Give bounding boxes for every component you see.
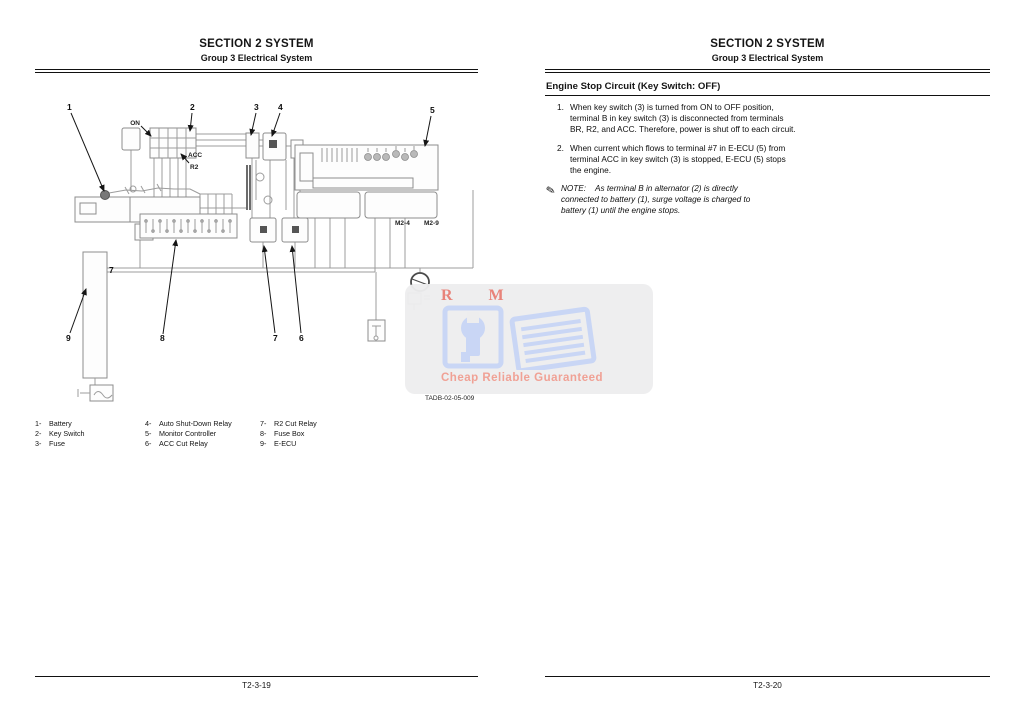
legend-item: 2- Key Switch bbox=[35, 429, 85, 438]
note-block bbox=[546, 184, 759, 216]
left-footer-rule bbox=[35, 676, 478, 677]
section-title: SECTION 2 SYSTEM bbox=[710, 38, 825, 50]
fuse-box-symbol bbox=[140, 214, 237, 238]
label-m2-4: M2-4 bbox=[395, 220, 410, 227]
callout-6: 6 bbox=[299, 333, 304, 343]
watermark bbox=[405, 284, 653, 394]
key-switch-symbol bbox=[122, 128, 196, 158]
callout-8: 8 bbox=[160, 333, 165, 343]
group-title: Group 3 Electrical System bbox=[711, 53, 824, 63]
legend-item: 8- Fuse Box bbox=[260, 429, 305, 438]
left-page-number: T2-3-19 bbox=[242, 681, 271, 690]
callout-1: 1 bbox=[67, 102, 72, 112]
step-item bbox=[557, 143, 797, 175]
label-terminal-7: 7 bbox=[109, 265, 114, 275]
callout-9: 9 bbox=[66, 333, 71, 343]
monitor-controller-symbol bbox=[295, 145, 438, 218]
right-page-header bbox=[545, 38, 990, 63]
group-title: Group 3 Electrical System bbox=[200, 53, 313, 63]
legend-item: 5- Monitor Controller bbox=[145, 429, 217, 438]
section-title: SECTION 2 SYSTEM bbox=[199, 38, 314, 50]
right-page-number: T2-3-20 bbox=[753, 681, 782, 690]
note-pencil-icon: ✎ bbox=[544, 184, 557, 198]
heading-rule bbox=[545, 95, 990, 96]
callout-5: 5 bbox=[430, 105, 435, 115]
wrench-book-logo-icon bbox=[433, 304, 613, 370]
topic-heading: Engine Stop Circuit (Key Switch: OFF) bbox=[546, 81, 721, 92]
label-r2: R2 bbox=[190, 164, 199, 171]
callout-3: 3 bbox=[254, 102, 259, 112]
label-acc: ACC bbox=[188, 152, 203, 159]
label-m2-9: M2-9 bbox=[424, 220, 439, 227]
step-number: 2. bbox=[557, 143, 564, 154]
legend-item: 1- Battery bbox=[35, 419, 72, 428]
sensor-symbol bbox=[368, 320, 385, 341]
note-label: NOTE: bbox=[561, 184, 587, 193]
figure-code: TADB-02-05-009 bbox=[425, 395, 475, 402]
left-page-header bbox=[35, 38, 478, 63]
note-text: As terminal B in alternator (2) is directly connected to battery (1), surge voltage is charged to battery (1) until the engine stops. bbox=[561, 184, 751, 215]
step-number: 1. bbox=[557, 102, 564, 112]
callout-4: 4 bbox=[278, 102, 283, 112]
step-text: When current which flows to terminal #7 in E-ECU (5) from terminal ACC in key switch (3) is stopped, E-ECU (5) stops the engine. bbox=[570, 143, 786, 175]
legend-column-1 bbox=[35, 419, 85, 449]
callout-7: 7 bbox=[273, 333, 278, 343]
fuse-symbol bbox=[246, 133, 259, 158]
e-ecu-symbol bbox=[78, 252, 113, 401]
legend-column-3 bbox=[260, 419, 317, 449]
r2-cut-relay-symbol bbox=[250, 218, 276, 242]
connector-bus bbox=[247, 165, 250, 210]
legend-item: 7- R2 Cut Relay bbox=[260, 419, 317, 428]
watermark-tagline: Cheap Reliable Guaranteed bbox=[441, 372, 604, 384]
step-list bbox=[557, 102, 797, 185]
step-item bbox=[557, 102, 797, 134]
legend-item: 3- Fuse bbox=[35, 439, 65, 448]
legend-column-2 bbox=[145, 419, 232, 449]
right-footer-rule bbox=[545, 676, 990, 677]
right-header-rule bbox=[545, 69, 990, 73]
label-on: ON bbox=[130, 120, 140, 127]
legend-item: 4- Auto Shut-Down Relay bbox=[145, 419, 232, 428]
legend-item: 6- ACC Cut Relay bbox=[145, 439, 208, 448]
left-header-rule bbox=[35, 69, 478, 73]
legend-item: 9- E-ECU bbox=[260, 439, 297, 448]
acc-cut-relay-symbol bbox=[282, 218, 308, 242]
note-body bbox=[561, 184, 759, 216]
watermark-title: R M bbox=[441, 287, 520, 304]
callout-2: 2 bbox=[190, 102, 195, 112]
step-text: When key switch (3) is turned from ON to OFF position, terminal B in key switch (3) is disconnected from terminals BR, R2, and ACC. Therefore, power is shut off to each circuit. bbox=[570, 102, 796, 134]
